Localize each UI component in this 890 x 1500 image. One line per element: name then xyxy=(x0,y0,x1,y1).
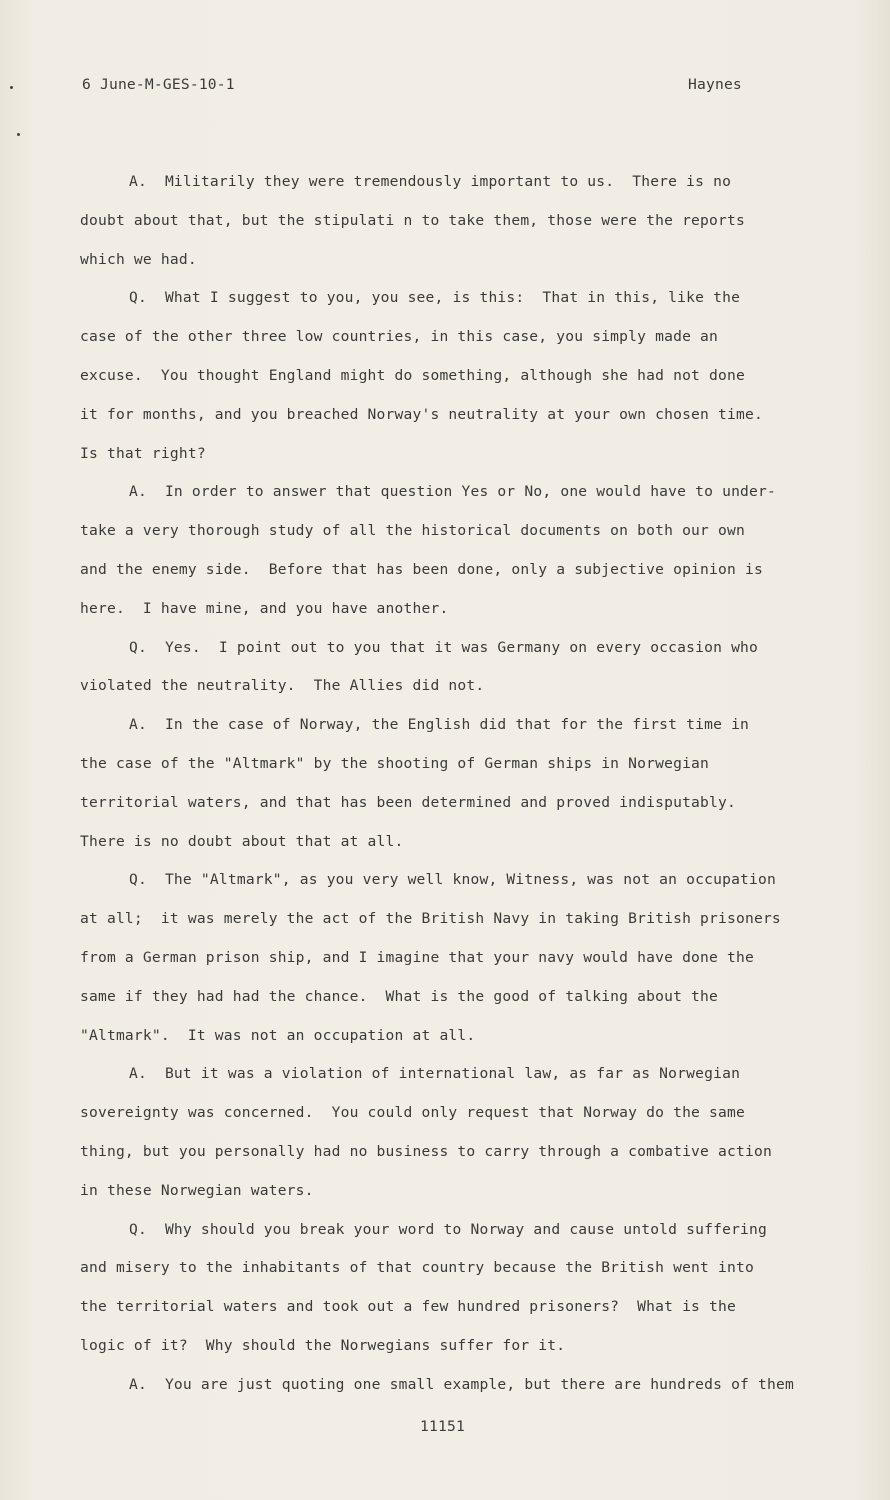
transcript-line: and misery to the inhabitants of that country because the British went into xyxy=(80,1259,754,1277)
paper-mark xyxy=(17,133,20,136)
transcript-line: Q. The "Altmark", as you very well know, Witness, was not an occupation xyxy=(129,871,777,889)
transcript-line: A. Militarily they were tremendously important to us. There is no xyxy=(129,173,732,190)
transcript-line: in these Norwegian waters. xyxy=(80,1181,314,1199)
transcript-paragraph xyxy=(80,714,850,869)
transcript-line: A. But it was a violation of international law, as far as Norwegian xyxy=(129,1065,741,1083)
transcript-line: "Altmark". It was not an occupation at all. xyxy=(80,1026,476,1044)
transcript-line: the case of the "Altmark" by the shooting of German ships in Norwegian xyxy=(80,754,710,772)
transcript-line: the territorial waters and took out a few hundred prisoners? What is the xyxy=(80,1298,736,1316)
transcript-line: Q. Yes. I point out to you that it was Germany on every occasion who xyxy=(129,638,759,656)
transcript-line: Is that right? xyxy=(80,444,206,462)
transcript-paragraph xyxy=(80,1219,850,1374)
transcript-line: A. In order to answer that question Yes or No, one would have to under- xyxy=(129,483,777,501)
transcript-line: Q. Why should you break your word to Norway and cause untold suffering xyxy=(129,1220,768,1238)
paper-mark xyxy=(10,86,13,89)
transcript-line: here. I have mine, and you have another. xyxy=(80,599,449,617)
page-number: 11151 xyxy=(420,1418,465,1435)
transcript-line: excuse. You thought England might do something, although she had not done xyxy=(80,366,745,384)
transcript-line: sovereignty was concerned. You could only request that Norway do the same xyxy=(80,1104,745,1122)
transcript-paragraph xyxy=(80,171,850,287)
transcript-line: doubt about that, but the stipulati n to take them, those were the reports xyxy=(80,211,745,229)
transcript-line: A. In the case of Norway, the English did that for the first time in xyxy=(129,716,750,734)
transcript-line: at all; it was merely the act of the British Navy in taking British prisoners xyxy=(80,910,781,928)
transcript-body xyxy=(80,171,850,1413)
transcript-paragraph xyxy=(80,637,850,715)
transcript-line: thing, but you personally had no business to carry through a combative action xyxy=(80,1142,772,1160)
transcript-line: case of the other three low countries, in this case, you simply made an xyxy=(80,328,719,346)
transcript-line: violated the neutrality. The Allies did not. xyxy=(80,677,485,695)
transcript-line: and the enemy side. Before that has been done, only a subjective opinion is xyxy=(80,560,763,578)
transcript-line: from a German prison ship, and I imagine that your navy would have done the xyxy=(80,948,754,966)
transcript-line: take a very thorough study of all the historical documents on both our own xyxy=(80,522,745,540)
transcript-paragraph xyxy=(80,1374,850,1413)
transcript-line: Q. What I suggest to you, you see, is this: That in this, like the xyxy=(129,289,741,307)
transcript-paragraph xyxy=(80,481,850,636)
transcript-line: logic of it? Why should the Norwegians suffer for it. xyxy=(80,1336,566,1354)
transcript-line: There is no doubt about that at all. xyxy=(80,832,404,850)
transcript-line: it for months, and you breached Norway's neutrality at your own chosen time. xyxy=(80,405,763,423)
transcript-line: same if they had had the chance. What is the good of talking about the xyxy=(80,987,719,1005)
transcript-line: A. You are just quoting one small example, but there are hundreds of them xyxy=(129,1375,794,1393)
transcript-paragraph xyxy=(80,287,850,481)
transcript-line: which we had. xyxy=(80,250,197,268)
witness-name: Haynes xyxy=(688,76,742,93)
transcript-line: territorial waters, and that has been determined and proved indisputably. xyxy=(80,793,736,811)
transcript-paragraph xyxy=(80,869,850,1063)
document-reference: 6 June-M-GES-10-1 xyxy=(82,76,235,93)
transcript-paragraph xyxy=(80,1063,850,1218)
